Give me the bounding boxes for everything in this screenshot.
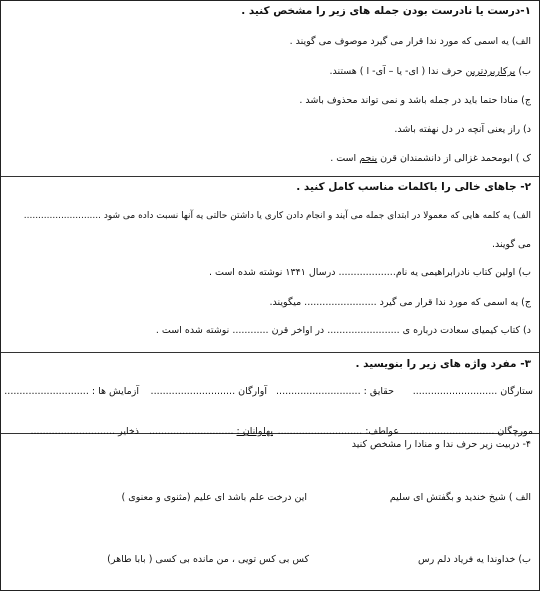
word-label: آزمایش ها : (91, 386, 139, 397)
word-label: مورچگان (497, 426, 533, 437)
section-singular-words (1, 353, 539, 437)
word-item (151, 386, 267, 397)
answer-blank: ............................ (30, 426, 116, 437)
section-true-false (1, 1, 539, 177)
question-1-a: الف) یه اسمی که مورد ندا قرار می گیرد موصوف می گویند . (289, 36, 531, 47)
question-1-k (330, 153, 531, 164)
question-1-c: ج) منادا حتما باید در جمله باشد و نمی تواند محذوف باشد . (299, 95, 531, 106)
section-3-title: ۳- مفرد واژه های زیر را بنویسید . (355, 358, 531, 370)
poem-b-second-hemistich: کس بی کس تویی ، من مانده بی کسی ( بابا طاهر) (107, 554, 309, 565)
section-4-title: ۴- دربیت زیر حرف ندا و منادا را مشخص کنید (351, 439, 531, 450)
section-1-title: ۱-درست یا نادرست بودن جمله های زیر را مشخص کنید . (241, 5, 531, 17)
word-label: پهلوانان : (236, 426, 273, 437)
question-2-b: ب) اولین کتاب نادرابراهیمی یه نام................... درسال ۱۳۴۱ نوشته شده است . (208, 267, 531, 278)
answer-blank: ............................ (4, 386, 89, 397)
question-2-a-line-1: الف) یه کلمه هایی که معمولا در ابتدای جمله می آیند و انجام دادن کاری یا داشتن حالتی یه آنها نسبت داده می شود ........................... (23, 211, 531, 221)
word-label: آوارگان (238, 386, 267, 397)
answer-blank: ............................ (409, 426, 495, 437)
word-label: ذخایر (118, 426, 139, 437)
question-1-b (330, 66, 531, 77)
question-1-b-prefix: ب) (515, 66, 531, 77)
question-1-k-underlined: پنجم (359, 153, 378, 164)
answer-blank: ............................ (148, 426, 234, 437)
word-item (4, 386, 139, 397)
answer-blank: ............................ (150, 386, 236, 397)
poem-a-second-hemistich: این درخت علم باشد ای علیم (مثنوی و معنوی ) (121, 492, 307, 503)
question-2-d: د) کتاب کیمیای سعادت درباره ی ........................ در اواخر قرن ............ نوشته شده است . (155, 325, 531, 336)
section-vocative (1, 434, 539, 591)
question-1-k-suffix: است . (330, 153, 360, 164)
word-item (413, 386, 533, 397)
question-1-d: د) راز یعنی آنچه در دل نهفته باشد. (394, 124, 531, 135)
question-2-c: ج) یه اسمی که مورد ندا قرار می گیرد ........................ میگویند. (269, 297, 531, 308)
question-2-a-line-2: می گویند. (492, 239, 531, 250)
poem-b-first-hemistich: ب) خداوندا یه فریاد دلم رس (417, 554, 531, 565)
word-label: عواطف: (365, 426, 399, 437)
question-1-b-suffix: حرف ندا ( ای- یا – آی- ا ) هستند. (329, 66, 466, 77)
answer-blank: ............................ (277, 426, 363, 437)
poem-a-first-hemistich: الف ) شیخ خندید و بگفتش ای سلیم (389, 492, 531, 503)
answer-blank: ............................ (412, 386, 498, 397)
question-1-b-underlined: پرکاربردترین (465, 66, 516, 77)
section-fill-blanks (1, 177, 539, 353)
word-item (276, 386, 394, 397)
word-label: حقایق : (363, 386, 394, 397)
word-label: ستارگان (500, 386, 533, 397)
answer-blank: ............................ (276, 386, 361, 397)
section-2-title: ۲- جاهای خالی را باکلمات مناسب کامل کنید . (296, 181, 531, 193)
question-1-k-prefix: ک ) ابومحمد غزالی از دانشمندان قرن (377, 153, 531, 164)
